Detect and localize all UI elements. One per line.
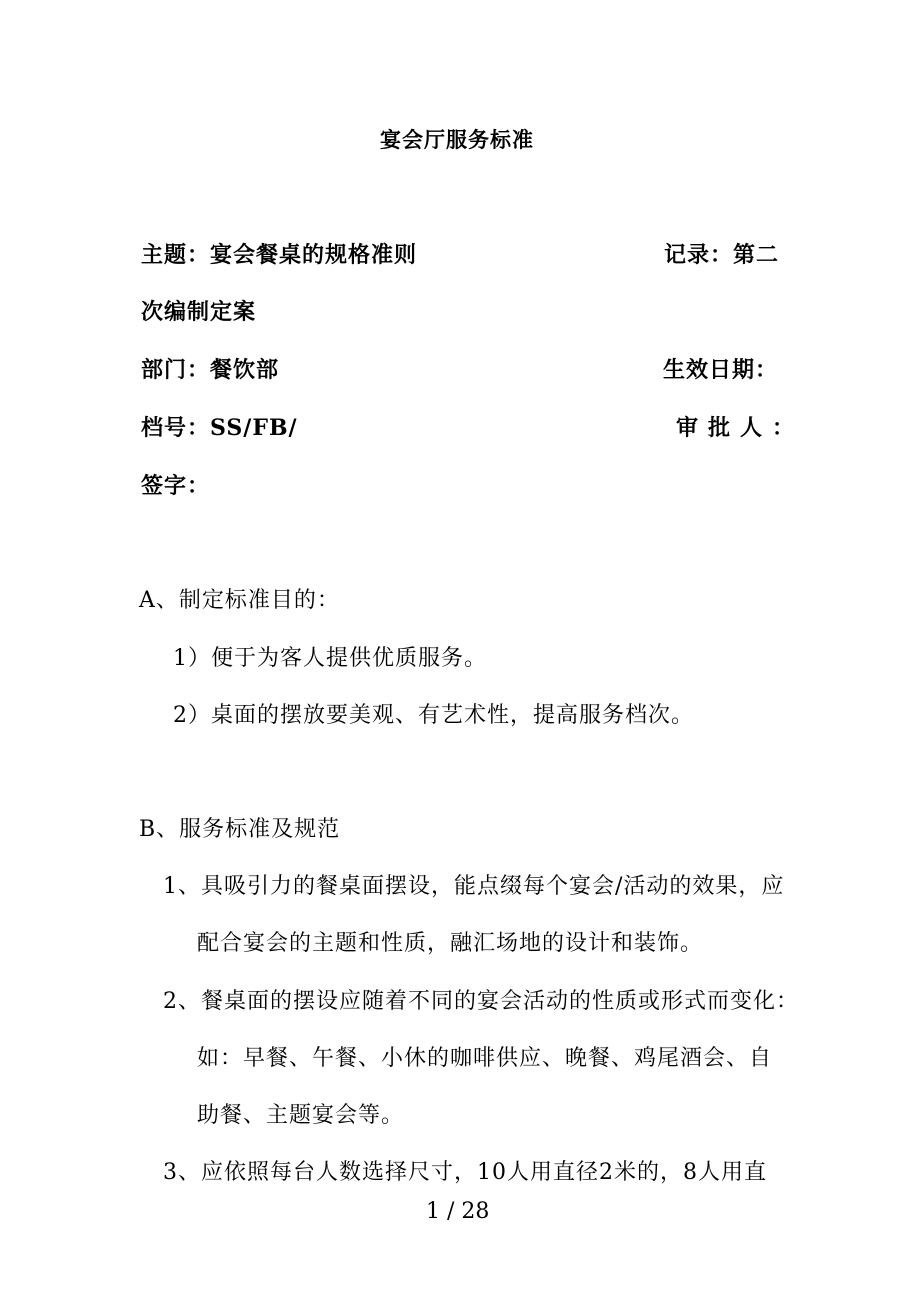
section-b-item-2-cont: 助餐、主题宴会等。	[197, 1103, 405, 1128]
section-a-heading: A、制定标准目的：	[139, 588, 340, 613]
department-field: 部门：餐饮部	[141, 357, 280, 383]
subject-line: 主题：宴会餐桌的规格准则	[141, 242, 418, 268]
section-b-item-1: 1、具吸引力的餐桌面摆设，能点缀每个宴会/活动的效果，应	[163, 874, 785, 899]
section-b-item-2: 2、餐桌面的摆设应随着不同的宴会活动的性质或形式而变化：	[163, 989, 799, 1014]
record-label: 记录：第二	[664, 242, 780, 268]
section-a-item: 2）桌面的摆放要美观、有艺术性，提高服务档次。	[173, 703, 694, 728]
document-title: 宴会厅服务标准	[380, 127, 534, 152]
record-continuation: 次编制定案	[141, 299, 257, 325]
file-number-field: 档号：SS/FB/	[141, 415, 298, 441]
section-b-item-3: 3、应依照每台人数选择尺寸，10人用直径2米的，8人用直	[163, 1160, 767, 1185]
page-indicator: 1 / 28	[426, 1199, 490, 1224]
section-b-heading: B、服务标准及规范	[139, 817, 341, 842]
effective-date-field: 生效日期：	[663, 357, 779, 383]
approver-field: 审批人：	[676, 415, 805, 441]
section-b-item-1-cont: 配合宴会的主题和性质，融汇场地的设计和装饰。	[197, 931, 704, 956]
signature-field: 签字：	[141, 473, 211, 499]
section-a-item: 1）便于为客人提供优质服务。	[173, 646, 487, 671]
section-b-item-2-cont: 如：早餐、午餐、小休的咖啡供应、晚餐、鸡尾酒会、自	[197, 1046, 773, 1071]
